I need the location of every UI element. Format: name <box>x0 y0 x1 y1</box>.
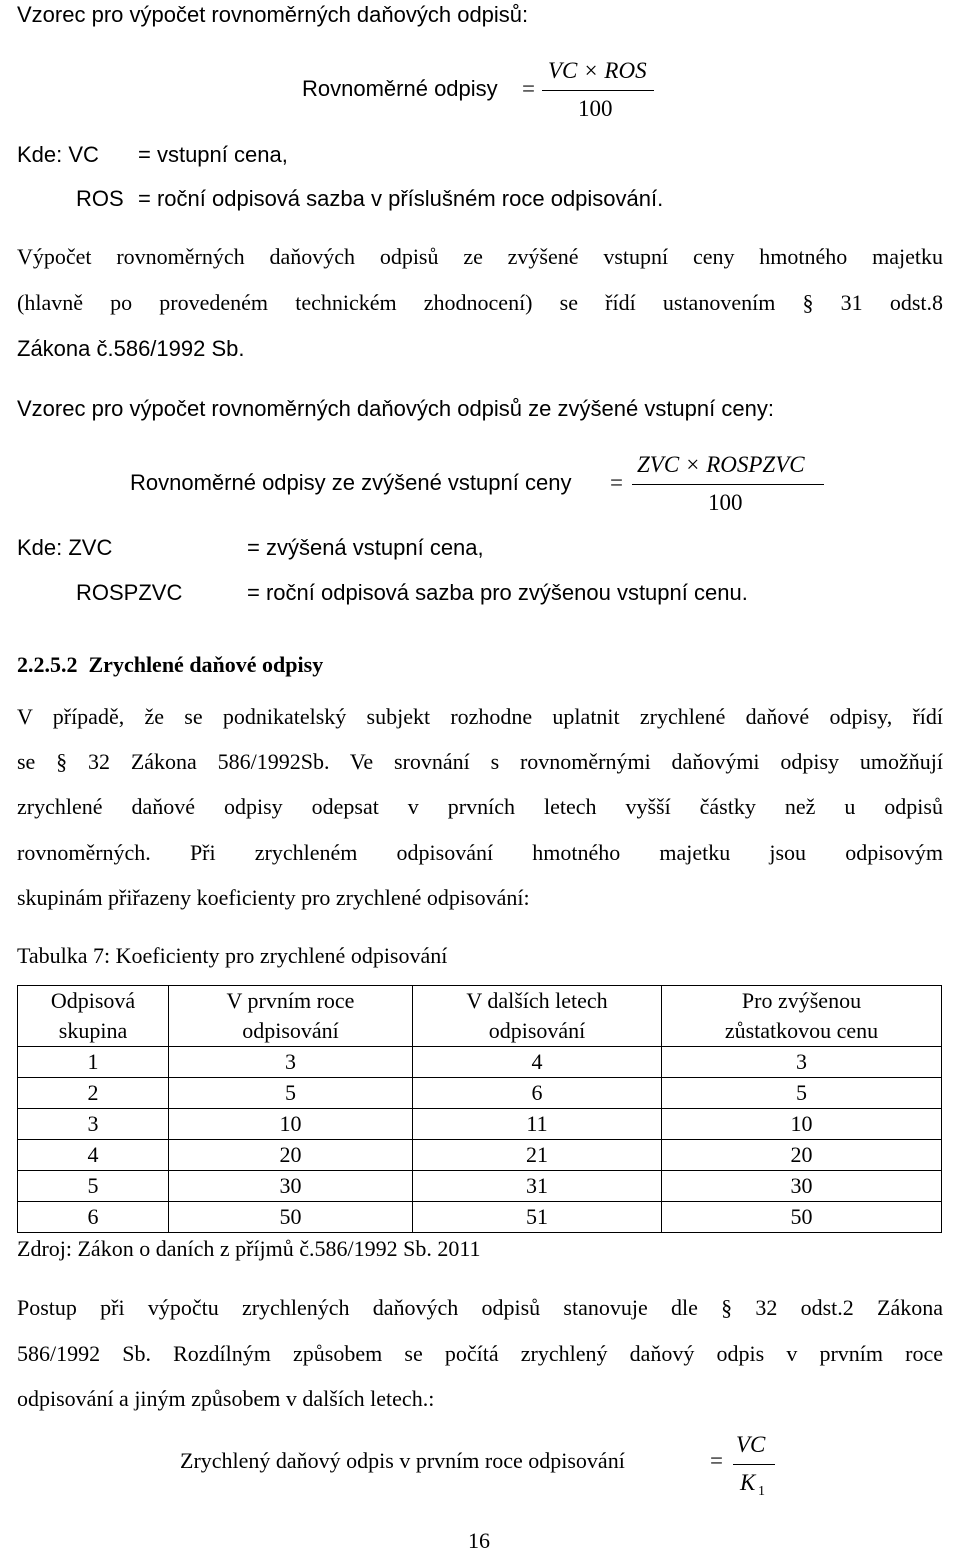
table-row <box>18 1047 942 1078</box>
table-cell: 20 <box>662 1140 942 1171</box>
table-cell: 3 <box>18 1109 169 1140</box>
section-title: Zrychlené daňové odpisy <box>88 652 324 677</box>
table-cell: 4 <box>18 1140 169 1171</box>
table-cell: 21 <box>413 1140 662 1171</box>
formula-label: Rovnoměrné odpisy <box>302 76 498 101</box>
table-row <box>18 1140 942 1171</box>
table-cell: 30 <box>169 1171 413 1202</box>
equals-sign: = <box>610 470 623 495</box>
table-cell: 10 <box>662 1109 942 1140</box>
formula-numerator: ZVC × ROSPZVC <box>637 452 805 477</box>
paragraph-line: Výpočet rovnoměrných daňových odpisů ze zvýšené vstupní ceny hmotného majetku <box>17 244 943 269</box>
formula-denominator: 100 <box>708 490 743 515</box>
equals-sign: = <box>522 76 535 101</box>
rospzvc-definition: = roční odpisová sazba pro zvýšenou vstupní cenu. <box>247 580 748 605</box>
formula-denominator: 100 <box>578 96 613 121</box>
table-cell: 1 <box>18 1047 169 1078</box>
formula-label: Zrychlený daňový odpis v prvním roce odpisování <box>180 1448 625 1473</box>
table-cell: 20 <box>169 1140 413 1171</box>
zvc-definition: = zvýšená vstupní cena, <box>247 535 484 560</box>
ros-term: ROS <box>76 186 124 211</box>
page-number: 16 <box>468 1528 490 1553</box>
column-header: V dalších letech odpisování <box>413 986 662 1047</box>
table-header-row <box>18 986 942 1047</box>
formula-heading: Vzorec pro výpočet rovnoměrných daňových odpisů: <box>17 2 529 27</box>
table-cell: 31 <box>413 1171 662 1202</box>
paragraph-line: skupinám přiřazeny koeficienty pro zrychlené odpisování: <box>17 885 530 910</box>
ros-definition: = roční odpisová sazba v příslušném roce odpisování. <box>138 186 664 211</box>
paragraph-line: odpisování a jiným způsobem v dalších letech.: <box>17 1386 435 1411</box>
table-cell: 50 <box>662 1202 942 1233</box>
table-cell: 4 <box>413 1047 662 1078</box>
equals-sign: = <box>710 1448 723 1473</box>
table-row <box>18 1109 942 1140</box>
fraction-line <box>632 484 824 485</box>
formula-label: Rovnoměrné odpisy ze zvýšené vstupní ceny <box>130 470 572 495</box>
table-cell: 6 <box>413 1078 662 1109</box>
paragraph-line: Zákona č.586/1992 Sb. <box>17 336 245 361</box>
table-cell: 5 <box>169 1078 413 1109</box>
coefficient-table <box>17 985 942 1233</box>
paragraph-line: Postup při výpočtu zrychlených daňových odpisů stanovuje dle § 32 odst.2 Zákona <box>17 1295 943 1320</box>
table-cell: 51 <box>413 1202 662 1233</box>
section-heading <box>17 652 323 678</box>
table-cell: 10 <box>169 1109 413 1140</box>
table-row <box>18 1171 942 1202</box>
kde-vc: Kde: VC <box>17 142 99 167</box>
paragraph-line: 586/1992 Sb. Rozdílným způsobem se počítá zrychlený daňový odpis v prvním roce <box>17 1341 943 1366</box>
formula-denominator: K <box>740 1470 756 1495</box>
column-header: Odpisová skupina <box>18 986 169 1047</box>
kde-zvc: Kde: ZVC <box>17 535 113 560</box>
table-source: Zdroj: Zákon o daních z příjmů č.586/1992 Sb. 2011 <box>17 1236 481 1261</box>
column-header: V prvním roce odpisování <box>169 986 413 1047</box>
fraction-line <box>733 1464 775 1465</box>
table-cell: 50 <box>169 1202 413 1233</box>
fraction-line <box>542 90 654 91</box>
vc-definition: = vstupní cena, <box>138 142 288 167</box>
table-cell: 3 <box>169 1047 413 1078</box>
column-header: Pro zvýšenou zůstatkovou cenu <box>662 986 942 1047</box>
table-cell: 2 <box>18 1078 169 1109</box>
formula-subscript: 1 <box>758 1484 765 1499</box>
formula-numerator: VC × ROS <box>548 58 647 83</box>
paragraph-line: zrychlené daňové odpisy odepsat v prvních letech vyšší částky než u odpisů <box>17 794 943 819</box>
table-cell: 6 <box>18 1202 169 1233</box>
table-cell: 3 <box>662 1047 942 1078</box>
paragraph-line: V případě, že se podnikatelský subjekt rozhodne uplatnit zrychlené daňové odpisy, řídí <box>17 704 943 729</box>
paragraph-line: se § 32 Zákona 586/1992Sb. Ve srovnání s rovnoměrnými daňovými odpisy umožňují <box>17 749 943 774</box>
paragraph-line: (hlavně po provedeném technickém zhodnocení) se řídí ustanovením § 31 odst.8 <box>17 290 943 315</box>
formula-heading: Vzorec pro výpočet rovnoměrných daňových odpisů ze zvýšené vstupní ceny: <box>17 396 774 421</box>
table-caption: Tabulka 7: Koeficienty pro zrychlené odpisování <box>17 943 448 968</box>
table-cell: 30 <box>662 1171 942 1202</box>
formula-numerator: VC <box>736 1432 766 1457</box>
section-number: 2.2.5.2 <box>17 652 78 677</box>
table-row <box>18 1078 942 1109</box>
table-cell: 11 <box>413 1109 662 1140</box>
rospzvc-term: ROSPZVC <box>76 580 183 605</box>
table-row <box>18 1202 942 1233</box>
table-cell: 5 <box>18 1171 169 1202</box>
table-cell: 5 <box>662 1078 942 1109</box>
paragraph-line: rovnoměrných. Při zrychleném odpisování hmotného majetku jsou odpisovým <box>17 840 943 865</box>
